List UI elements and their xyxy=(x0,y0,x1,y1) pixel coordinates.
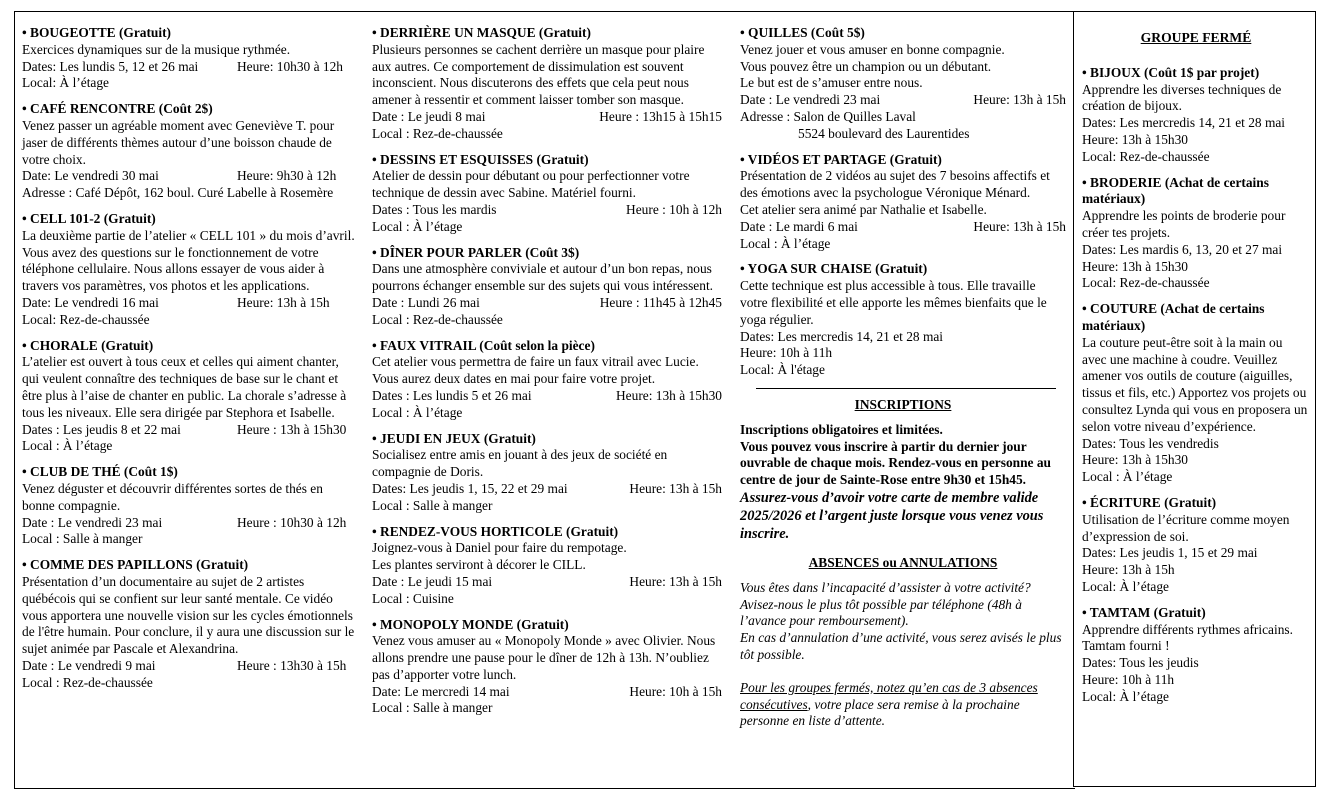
activity-location: Local : Cuisine xyxy=(372,590,454,606)
activity-location: Local: À l’étage xyxy=(22,75,109,91)
activity-text: Les plantes serviront à décorer le CILL. xyxy=(372,557,586,573)
activity-hour: Heure : 13h à 15h30 xyxy=(237,421,347,437)
activity-block xyxy=(372,152,722,236)
activity-hour: Heure: 13h à 15h xyxy=(629,573,722,589)
inscriptions-line: Vous pouvez vous inscrire à partir du dernier jour ouvrable de chaque mois. Rendez-vous en personne au centre de jour de Sainte-Rose entre 9h30 et 15h45. xyxy=(740,438,1051,488)
inscriptions-title: INSCRIPTIONS xyxy=(854,396,952,412)
column-2 xyxy=(372,25,722,726)
activity-location: Local : Rez-de-chaussée xyxy=(22,674,153,690)
activity-text: Apprendre les diverses techniques de création de bijoux. xyxy=(1082,81,1282,114)
activity-title: • JEUDI EN JEUX (Gratuit) xyxy=(372,430,536,446)
activity-hour: Heure : 13h15 à 15h15 xyxy=(599,108,722,124)
activity-location: 5524 boulevard des Laurentides xyxy=(798,125,970,141)
activity-hour: Heure: 13h à 15h xyxy=(973,218,1066,234)
activity-date: Dates: Les lundis 5, 12 et 26 mai xyxy=(22,58,199,74)
activity-hour: Heure: 13h à 15h xyxy=(973,92,1066,108)
activity-location: Local : Salle à manger xyxy=(22,531,143,547)
activity-text: Dates: Les mardis 6, 13, 20 et 27 mai xyxy=(1082,241,1283,257)
activity-hour: Heure : 11h45 à 12h45 xyxy=(599,294,722,310)
activity-title: • COMME DES PAPILLONS (Gratuit) xyxy=(22,557,249,573)
activity-text: Cette technique est plus accessible à tous. Elle travaille votre flexibilité et elle apporte les mêmes bienfaits que le yoga régulier. xyxy=(740,278,1047,327)
absences-underlined: Pour les groupes fermés, notez qu’en cas de 3 absences consécutives xyxy=(740,679,1038,712)
activity-text: Heure: 13h à 15h30 xyxy=(1082,452,1188,468)
inscriptions-line: Inscriptions obligatoires et limitées. xyxy=(740,421,943,437)
absences-text xyxy=(740,680,1066,730)
activity-text: L’atelier est ouvert à tous ceux et celles qui aiment chanter, qui veulent connaître des techniques de base sur le chant et être plus à l’aise de chanter en public. La chorale s’adresse à tous les niveaux. Elle sera dirigée par Stephora et Isabelle. xyxy=(22,354,347,420)
activity-text: Venez déguster et découvrir différentes sortes de thés en bonne compagnie. xyxy=(22,480,323,513)
activity-block xyxy=(22,101,357,202)
activity-text: Heure: 10h à 11h xyxy=(1082,671,1175,687)
activity-text: Vous pouvez être un champion ou un débutant. xyxy=(740,58,992,74)
activity-title: • BOUGEOTTE (Gratuit) xyxy=(22,25,172,40)
activity-text: Heure: 13h à 15h30 xyxy=(1082,258,1188,274)
activity-block xyxy=(1082,175,1310,293)
activity-hour: Heure : 10h30 à 12h xyxy=(237,514,347,530)
activity-text: Local : À l’étage xyxy=(1082,469,1173,485)
divider xyxy=(756,388,1056,389)
activity-text: Plusieurs personnes se cachent derrière un masque pour plaire aux autres. Ce comportement de dissimulation est souvent inconscient. Nous discuterons des effets que cela peut nous amener à ressentir et comment laisser tomber son masque. xyxy=(372,41,705,108)
activity-block xyxy=(1082,605,1310,706)
activity-text: Apprendre différents rythmes africains. Tamtam fourni ! xyxy=(1082,621,1293,654)
activity-location: Local : Salle à manger xyxy=(372,700,493,716)
activity-hour: Heure: 10h à 15h xyxy=(629,683,722,699)
activity-block xyxy=(22,464,357,548)
activity-block xyxy=(22,557,357,691)
group-title: GROUPE FERMÉ xyxy=(1140,30,1252,45)
activity-block xyxy=(372,431,722,515)
activity-block xyxy=(740,25,1066,143)
activity-title: • ÉCRITURE (Gratuit) xyxy=(1082,494,1217,510)
activity-block xyxy=(22,338,357,456)
activity-title: • QUILLES (Coût 5$) xyxy=(740,25,865,40)
activity-location: Adresse : Café Dépôt, 162 boul. Curé Labelle à Rosemère xyxy=(22,185,334,201)
absences-text: Vous êtes dans l’incapacité d’assister à votre activité? Avisez-nous le plus tôt possible par téléphone (48h à l’avance pour remboursement). xyxy=(740,579,1031,629)
activity-date: Dates : Tous les mardis xyxy=(372,201,497,217)
activity-text: Cet atelier sera animé par Nathalie et Isabelle. xyxy=(740,201,987,217)
activity-block xyxy=(740,261,1066,379)
activity-text: Dates: Les jeudis 1, 15 et 29 mai xyxy=(1082,545,1258,561)
activity-date: Date: Le vendredi 30 mai xyxy=(22,168,159,184)
activity-text: Socialisez entre amis en jouant à des jeux de société en compagnie de Doris. xyxy=(372,447,668,480)
activity-location: Local : À l’étage xyxy=(740,235,831,251)
absences-rest: , votre place sera remise à la prochaine personne en liste d’attente. xyxy=(740,696,1020,729)
column-3 xyxy=(740,25,1066,730)
column-4 xyxy=(1082,30,1310,714)
activity-block xyxy=(372,338,722,422)
activity-title: • FAUX VITRAIL (Coût selon la pièce) xyxy=(372,337,595,353)
activity-hour: Heure: 10h30 à 12h xyxy=(237,58,343,74)
activity-text: Heure: 13h à 15h xyxy=(1082,562,1175,578)
activity-text: Local: Rez-de-chaussée xyxy=(1082,148,1210,164)
absences-title: ABSENCES ou ANNULATIONS xyxy=(808,554,998,570)
activity-block xyxy=(372,245,722,329)
activity-text: Le but est de s’amuser entre nous. xyxy=(740,75,923,91)
activity-hour: Heure: 13h à 15h xyxy=(629,480,722,496)
activity-text: Venez vous amuser au « Monopoly Monde » avec Olivier. Nous allons prendre une pause pour le dîner de 12h à 13h. N’oubliez pas d’apporter votre lunch. xyxy=(372,633,716,682)
activity-text: Dans une atmosphère conviviale et autour d’un bon repas, nous pourrons échanger ensemble sur des sujets qui vous intéressent. xyxy=(372,261,714,294)
activity-text: Dates: Tous les jeudis xyxy=(1082,655,1199,671)
activity-text: Venez jouer et vous amuser en bonne compagnie. xyxy=(740,41,1005,57)
inscriptions-section xyxy=(740,422,1066,543)
activity-text: Présentation de 2 vidéos au sujet des 7 besoins affectifs et des émotions avec la psychologue Véronique Ménard. xyxy=(740,168,1050,201)
activity-location: Local : À l’étage xyxy=(372,218,463,234)
activity-hour: Heure: 13h à 15h30 xyxy=(616,387,722,403)
activity-location: Local : À l’étage xyxy=(372,404,463,420)
activity-location: Local : Rez-de-chaussée xyxy=(372,125,503,141)
activity-text: Apprendre les points de broderie pour créer tes projets. xyxy=(1082,208,1286,240)
activity-text: Exercices dynamiques sur de la musique rythmée. xyxy=(22,41,291,57)
activity-date: Date: Le vendredi 16 mai xyxy=(22,294,159,310)
activity-text: Heure: 13h à 15h30 xyxy=(1082,131,1188,147)
activity-hour: Heure : 13h30 à 15h xyxy=(237,657,347,673)
activity-block xyxy=(22,25,357,92)
activity-hour: Heure: 13h à 15h xyxy=(237,294,330,310)
activity-date: Date: Le mercredi 14 mai xyxy=(372,683,510,699)
activity-title: • DESSINS ET ESQUISSES (Gratuit) xyxy=(372,151,589,167)
activity-text: Utilisation de l’écriture comme moyen d’expression de soi. xyxy=(1082,511,1290,544)
activity-text: Local: Rez-de-chaussée xyxy=(1082,275,1210,291)
activity-text: La deuxième partie de l’atelier « CELL 101 » du mois d’avril. Vous avez des questions sur le fonctionnement de votre téléphone cellulaire. Nous allons essayer de vous aider à travers vos paramètres, vos photos et les applications. xyxy=(22,227,355,294)
activity-block xyxy=(1082,65,1310,166)
activity-hour: Heure: 9h30 à 12h xyxy=(237,168,337,184)
activity-title: • CLUB DE THÉ (Coût 1$) xyxy=(22,464,178,480)
activity-text: Dates: Les mercredis 14, 21 et 28 mai xyxy=(1082,115,1286,131)
activity-date: Date : Le mardi 6 mai xyxy=(740,218,858,234)
activity-text: Dates: Les mercredis 14, 21 et 28 mai xyxy=(740,328,944,344)
activity-title: • DERRIÈRE UN MASQUE (Gratuit) xyxy=(372,25,591,40)
activity-date: Dates: Les jeudis 1, 15, 22 et 29 mai xyxy=(372,480,568,496)
activity-text: La couture peut-être soit à la main ou avec une machine à coudre. Veuillez amener vos outils de couture (aiguilles, tissus et fils, etc.) Apportez vos projets ou consultez Lynda qui vous en proposera un selon votre niveau d’expérience. xyxy=(1082,334,1308,434)
absences-section xyxy=(740,580,1066,730)
activity-text: Présentation d’un documentaire au sujet de 2 artistes québécois qui se confient sur leur santé mentale. Ce vidéo vous apportera une nouvelle vision sur les cycles émotionnels de l'être humain. Pour conclure, il y aura une discussion sur le sujet animée par Pascale et Alexandrina. xyxy=(22,573,355,657)
activity-text: Atelier de dessin pour débutant ou pour perfectionner votre technique de dessin avec Sabine. Matériel fourni. xyxy=(372,168,690,201)
activity-text: Venez passer un agréable moment avec Geneviève T. pour jaser de différents thèmes autour d’une boisson chaude de votre choix. xyxy=(22,117,335,167)
activity-text: Cet atelier vous permettra de faire un faux vitrail avec Lucie. Vous aurez deux dates en mai pour faire votre projet. xyxy=(372,354,699,387)
activity-title: • CAFÉ RENCONTRE (Coût 2$) xyxy=(22,101,213,117)
activity-location: Local: À l'étage xyxy=(740,362,825,378)
activity-date: Date : Lundi 26 mai xyxy=(372,294,480,310)
activity-title: • VIDÉOS ET PARTAGE (Gratuit) xyxy=(740,151,942,167)
activity-text: Joignez-vous à Daniel pour faire du rempotage. xyxy=(372,540,627,556)
activity-location: Adresse : Salon de Quilles Laval xyxy=(740,108,916,124)
activity-block xyxy=(372,524,722,608)
activity-title: • BIJOUX (Coût 1$ par projet) xyxy=(1082,64,1260,80)
activity-block xyxy=(22,211,357,329)
activity-location: Local : Rez-de-chaussée xyxy=(372,311,503,327)
activity-title: • COUTURE (Achat de certains matériaux) xyxy=(1082,301,1265,333)
activity-block xyxy=(1082,495,1310,596)
activity-date: Date : Le vendredi 9 mai xyxy=(22,657,156,673)
activity-date: Dates : Les jeudis 8 et 22 mai xyxy=(22,421,181,437)
activity-text: Heure: 10h à 11h xyxy=(740,345,833,361)
activity-block xyxy=(372,617,722,718)
activity-title: • CHORALE (Gratuit) xyxy=(22,337,154,353)
activity-date: Dates : Les lundis 5 et 26 mai xyxy=(372,387,532,403)
absences-text: En cas d’annulation d’une activité, vous serez avisés le plus tôt possible. xyxy=(740,630,1062,662)
activity-location: Local : À l’étage xyxy=(22,438,113,454)
activity-text: Local: À l’étage xyxy=(1082,578,1169,594)
activity-text: Dates: Tous les vendredis xyxy=(1082,435,1219,451)
activity-title: • YOGA SUR CHAISE (Gratuit) xyxy=(740,261,928,277)
activity-block xyxy=(372,25,722,143)
activity-block xyxy=(740,152,1066,253)
activity-date: Date : Le jeudi 15 mai xyxy=(372,573,493,589)
activity-title: • CELL 101-2 (Gratuit) xyxy=(22,210,156,226)
activity-title: • DÎNER POUR PARLER (Coût 3$) xyxy=(372,244,580,260)
activity-date: Date : Le vendredi 23 mai xyxy=(740,92,881,108)
activity-hour: Heure : 10h à 12h xyxy=(626,201,722,217)
activity-title: • BRODERIE (Achat de certains matériaux) xyxy=(1082,174,1269,207)
inscriptions-note: Assurez-vous d’avoir votre carte de membre valide 2025/2026 et l’argent juste lorsque vous venez vous inscrire. xyxy=(740,489,1044,542)
activity-title: • MONOPOLY MONDE (Gratuit) xyxy=(372,616,569,632)
activity-location: Local: Rez-de-chaussée xyxy=(22,311,150,327)
activity-title: • TAMTAM (Gratuit) xyxy=(1082,604,1206,620)
column-1 xyxy=(22,25,357,700)
activity-block xyxy=(1082,301,1310,486)
activity-location: Local : Salle à manger xyxy=(372,497,493,513)
activity-title: • RENDEZ-VOUS HORTICOLE (Gratuit) xyxy=(372,523,619,539)
activity-text: Local: À l’étage xyxy=(1082,688,1169,704)
activity-date: Date : Le vendredi 23 mai xyxy=(22,514,163,530)
activity-date: Date : Le jeudi 8 mai xyxy=(372,108,486,124)
